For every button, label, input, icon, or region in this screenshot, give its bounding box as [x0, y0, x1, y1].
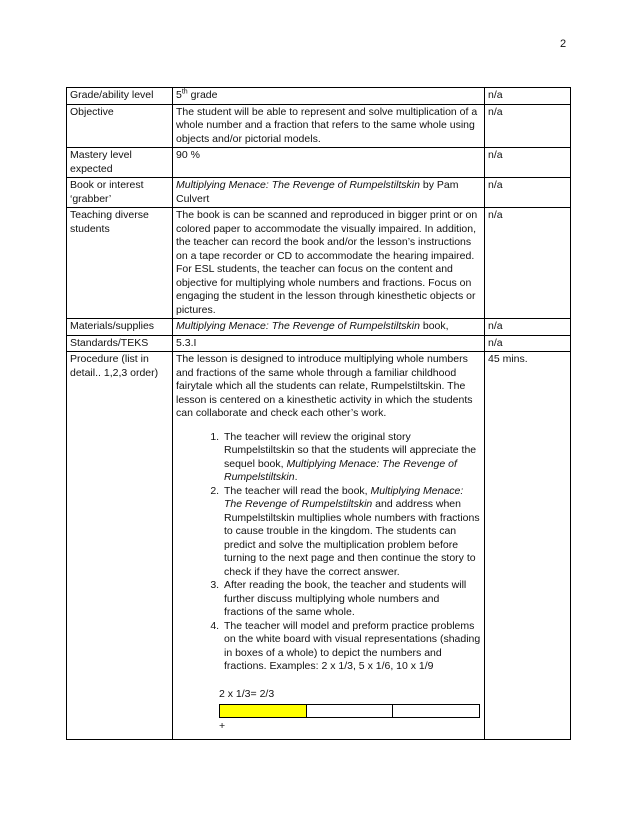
book-extra: n/a — [485, 178, 571, 208]
table-row — [67, 335, 571, 352]
table-row — [67, 88, 571, 105]
lesson-plan-table — [66, 87, 571, 740]
table-row — [67, 352, 571, 740]
materials-label: Materials/supplies — [67, 319, 173, 336]
book-title: Multiplying Menace: The Revenge of Rumpelstiltskin — [176, 179, 420, 191]
book-label: Book or interest ‘grabber’ — [67, 178, 173, 208]
standards-value: 5.3.I — [173, 335, 485, 352]
table-row — [67, 148, 571, 178]
objective-label: Objective — [67, 104, 173, 148]
list-item: 3. After reading the book, the teacher and students will further discuss multiplying whole numbers and fractions of the same whole. — [222, 579, 481, 620]
list-item: 1. The teacher will review the original story Rumpelstiltskin so that the students will appreciate the sequel book, Multiplying Menace: The Revenge of Rumpelstiltskin. — [222, 431, 481, 485]
diverse-value: The book is can be scanned and reproduced in bigger print or on colored paper to accommodate the visually impaired. In addition, the teacher can record the book and/or the lesson’s instructions on a tape recorder or CD to accommodate the hearing impaired. For ESL students, the teacher can focus on the content and objective for multiplying whole numbers and fractions. Focus on engaging the student in the lesson through kinesthetic objects or pictures. — [173, 208, 485, 319]
mastery-label: Mastery level expected — [67, 148, 173, 178]
grade-label: Grade/ability level — [67, 88, 173, 105]
grade-extra: n/a — [485, 88, 571, 105]
materials-value: Multiplying Menace: The Revenge of Rumpelstiltskin book, — [173, 319, 485, 336]
materials-extra: n/a — [485, 319, 571, 336]
standards-label: Standards/TEKS — [67, 335, 173, 352]
diverse-extra: n/a — [485, 208, 571, 319]
procedure-extra: 45 mins. — [485, 352, 571, 740]
shading-boxes — [219, 704, 480, 718]
objective-value: The student will be able to represent and solve multiplication of a whole number and a fraction that refers to the same whole using objects and/or pictorial models. — [173, 104, 485, 148]
procedure-intro: The lesson is designed to introduce multiplying whole numbers and fractions of the same whole through a familiar childhood fairytale which all the students can relate, Rumpelstiltskin. The lesson is centered on a kinesthetic activity in which the students can collaborate and check each other’s work. — [176, 353, 473, 419]
procedure-label: Procedure (list in detail.. 1,2,3 order) — [67, 352, 173, 740]
book-value: Multiplying Menace: The Revenge of Rumpelstiltskin by Pam Culvert — [173, 178, 485, 208]
table-row — [67, 178, 571, 208]
materials-title: Multiplying Menace: The Revenge of Rumpelstiltskin — [176, 320, 420, 332]
mastery-extra: n/a — [485, 148, 571, 178]
list-item: 2. The teacher will read the book, Multiplying Menace: The Revenge of Rumpelstiltskin and address when Rumpelstiltskin multiplies whole numbers with fractions to cause trouble in the kingdom. The students can predict and solve the multiplication problem before turning to the next page and then continue the story to check if they have the correct answer. — [222, 485, 481, 580]
table-row — [67, 104, 571, 148]
procedure-value — [173, 352, 485, 740]
table-row — [67, 208, 571, 319]
table-row — [67, 319, 571, 336]
shaded-box — [220, 705, 307, 718]
unshaded-box — [306, 705, 393, 718]
page-number: 2 — [560, 38, 567, 50]
plus-sign: + — [219, 720, 226, 732]
example-equation: 2 x 1/3= 2/3 — [219, 687, 275, 700]
mastery-value: 90 % — [173, 148, 485, 178]
objective-extra: n/a — [485, 104, 571, 148]
diverse-label: Teaching diverse students — [67, 208, 173, 319]
grade-value: 5th grade — [173, 88, 485, 105]
unshaded-box — [393, 705, 480, 718]
procedure-steps — [176, 431, 481, 674]
list-item: 4. The teacher will model and preform practice problems on the white board with visual representations (shading in boxes of a whole) to depict the numbers and fractions. Examples: 2 x 1/3, 5 x 1/6, 10 x 1/9 — [222, 620, 481, 674]
standards-extra: n/a — [485, 335, 571, 352]
